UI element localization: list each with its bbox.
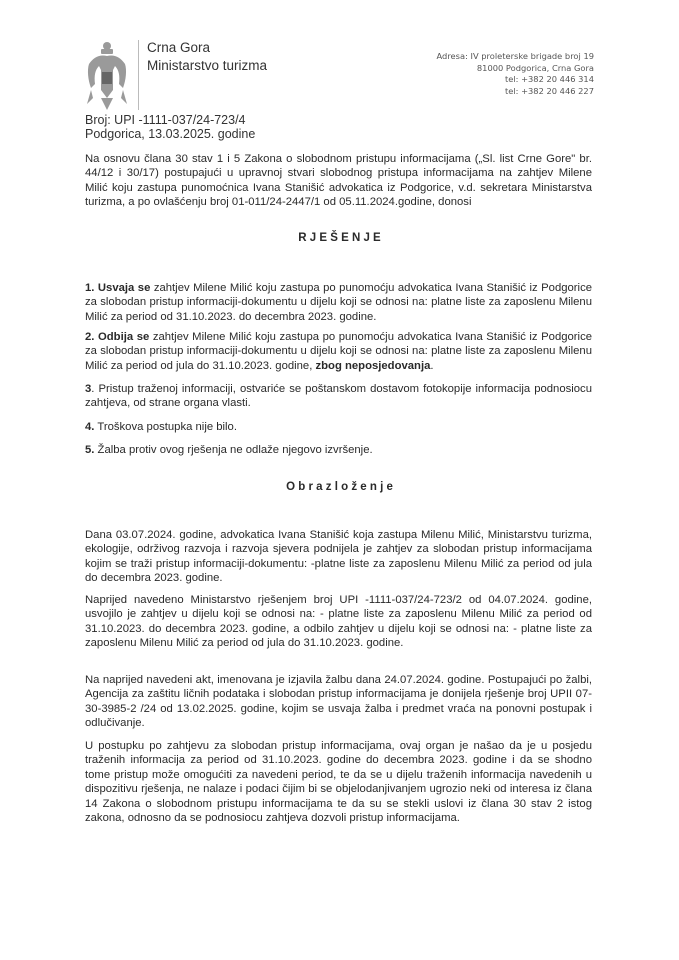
decision-item-4	[85, 420, 592, 434]
bold-text: 3	[85, 383, 92, 395]
text-line	[85, 607, 592, 621]
text: Na naprijed navedeni akt, imenovana je izjavila žalbu dana 24.07.2024. godine. Postupajući po žalbi,	[85, 674, 592, 686]
text: 14 Zakona o slobodnom pristupu informacijama te da su se stekli uslovi iz člana 30 stav 2 istog	[85, 797, 592, 810]
text-line	[85, 782, 592, 796]
text-line	[85, 344, 592, 358]
text-line	[85, 195, 592, 209]
text: za slobodan pristup informaciji-dokumentu u dijelu koji se odnosi na: platne liste za zaposlenu Milenu	[85, 345, 592, 358]
text-line	[85, 152, 592, 166]
text-line	[85, 281, 592, 295]
reasoning-paragraph-1	[85, 528, 592, 586]
reasoning-title: O b r a z l o ž e n j e	[286, 481, 393, 493]
text-line	[85, 166, 592, 180]
header-divider	[138, 40, 139, 110]
text-line	[85, 359, 592, 373]
text: Naprijed navedeno Ministarstvo rješenjem broj UPI -1111-037/24-723/2 od 04.07.2024. godine,	[85, 594, 592, 606]
address-line: Adresa: IV proleterske brigade broj 19	[436, 51, 594, 61]
text-line	[85, 768, 592, 782]
text: kojim se traži pristup informaciji-dokumentu: -platne liste za zaposlenu Milenu Milić za period od jula	[85, 557, 592, 570]
text: zahtjeva, od strane organa vlasti.	[85, 397, 251, 410]
text-line	[85, 310, 592, 324]
text: Troškova postupka nije bilo.	[94, 421, 237, 433]
text-line	[85, 443, 592, 457]
text-line	[85, 593, 592, 607]
text: zahtjev Milene Milić koju zastupa po punomoćju advokatica Ivana Stanišić iz Podgorice	[150, 282, 592, 294]
text-line	[85, 330, 592, 344]
text: Milić koju zastupa punomoćnica Ivana Stanišić advokatica iz Podgorice, v.d. sekretara Ministarstva	[85, 181, 592, 194]
text-line	[85, 181, 592, 195]
text: zakona, odnosno da se podnosiocu zahtjeva dozvoli pristup informacijama.	[85, 812, 460, 825]
text: U postupku po zahtjevu za slobodan pristup informacijama, ovaj organ je našao da je u posjedu	[85, 740, 592, 752]
decision-item-1	[85, 281, 592, 324]
text: Dana 03.07.2024. godine, advokatica Ivana Stanišić koja zastupa Milenu Milić, Ministarstvu turizma,	[85, 529, 592, 541]
decision-item-2	[85, 330, 592, 373]
text-line	[85, 528, 592, 542]
bold-text: 5.	[85, 444, 95, 456]
decision-item-3	[85, 382, 592, 411]
coat-of-arms-emblem	[85, 40, 129, 112]
text: dispozitivu rješenja, ne nalaze i podaci čijim bi se objelodanjivanjem ugrozio neki od interesa iz člana	[85, 783, 592, 796]
text-line	[85, 716, 592, 730]
text: Milić za period od 31.10.2023. do decembra 2023. godine.	[85, 310, 377, 323]
reasoning-paragraph-4	[85, 739, 592, 825]
text-line	[85, 295, 592, 309]
phone-2: tel: +382 20 446 227	[504, 85, 594, 96]
text: ekologije, održivog razvoja i razvoja sjevera podnijela je zahtjev za slobodan pristup informacijama	[85, 543, 592, 556]
decision-item-5	[85, 443, 592, 457]
text-line	[85, 797, 592, 811]
text: Milić za period od jula do 31.10.2023. godine,	[85, 359, 316, 372]
reference-number: Broj: UPI -1111-037/24-723/4	[85, 113, 246, 127]
text-line	[85, 396, 592, 410]
country-name: Crna Gora	[147, 40, 211, 55]
text-line	[85, 673, 592, 687]
text: Na osnovu člana 30 stav 1 i 5 Zakona o slobodnom pristupu informacijama („Sl. list Crne Gore" br.	[85, 153, 592, 165]
text: Žalba protiv ovog rješenja ne odlaže njegovo izvršenje.	[94, 444, 373, 456]
text: odlučivanje.	[85, 717, 145, 730]
text: 31.10.2023. do decembra 2023. godine, a odbilo zahtjev u dijelu koji se odnosi na: - platne liste za	[85, 622, 592, 635]
text-line	[85, 382, 592, 396]
address-city: 81000 Podgorica, Crna Gora	[476, 62, 594, 73]
text-line	[85, 542, 592, 556]
text-line	[85, 811, 592, 825]
text-line	[85, 753, 592, 767]
text: 44/12 i 30/17) postupajući u upravnoj stvari slobodnog pristupa informacijama na zahtjev Milene	[85, 167, 592, 180]
ministry-name: Ministarstvo turizma	[147, 58, 268, 73]
text: zaposlenu Milenu Milić za period od jula do 31.10.2023. godine.	[85, 637, 404, 650]
text-line	[85, 557, 592, 571]
text: turizma, a po ovlašćenju broj 01-011/24-2447/1 od 05.11.2024.godine, donosi	[85, 196, 472, 209]
text: zahtjev Milene Milić koju zastupa po punomoćju advokatica Ivana Stanišić iz Podgorice	[149, 331, 592, 343]
text: . Pristup traženoj informaciji, ostvariće se poštanskom dostavom fotokopije informacija podnosiocu	[91, 383, 592, 395]
text-line	[85, 702, 592, 716]
text: tome pristup može omogućiti za navedeni period, te da se u dijelu traženih informacija navedenih u	[85, 768, 592, 781]
text: Agencija za zaštitu ličnih podataka i slobodan pristup informacijama je donijela rješenje broj UPII 07-	[85, 688, 592, 701]
bold-text: 4.	[85, 421, 95, 433]
intro-paragraph	[85, 152, 592, 210]
text: .	[430, 359, 434, 372]
text: za slobodan pristup informaciji-dokumentu u dijelu koji se odnosi na: platne liste za zaposlenu Milenu	[85, 296, 592, 309]
text-line	[85, 687, 592, 701]
decision-title: R J E Š E N J E	[298, 232, 381, 244]
text-line	[85, 571, 592, 585]
text-line	[85, 636, 592, 650]
ministry-address	[437, 51, 594, 97]
text: 30-3985-2 /24 od 13.02.2025. godine, kojim se usvaja žalba i predmet vraća na ponovni postupak i	[85, 702, 592, 715]
text: do decembra 2023. godine.	[85, 572, 223, 585]
place-date: Podgorica, 13.03.2025. godine	[85, 127, 256, 141]
bold-text: zbog neposjedovanja	[315, 359, 431, 372]
text: traženih informacija za period od 31.10.2023. godine do decembra 2023. godine i da se shodno	[85, 754, 592, 767]
text-line	[85, 420, 592, 434]
text-line	[85, 739, 592, 753]
bold-text: 2. Odbija se	[85, 331, 150, 343]
text: usvojilo je zahtjev u dijelu koji se odnosi na: - platne liste za zaposlenu Milenu Milić za period od	[85, 608, 592, 621]
text-line	[85, 622, 592, 636]
reasoning-paragraph-3	[85, 673, 592, 731]
phone-1: tel: +382 20 446 314	[504, 74, 594, 84]
reasoning-paragraph-2	[85, 593, 592, 651]
bold-text: 1. Usvaja se	[85, 282, 151, 294]
